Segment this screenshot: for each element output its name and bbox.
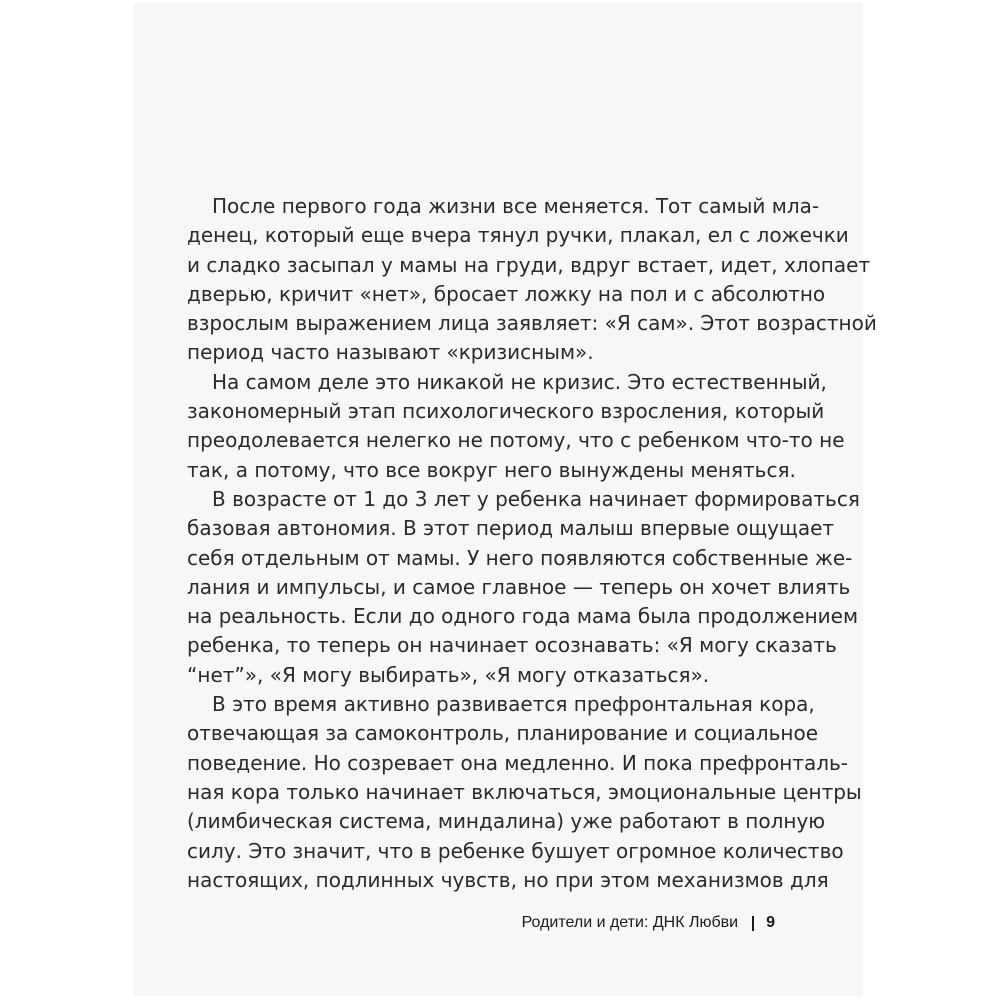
text-line: дверью, кричит «нет», бросает ложку на пол и с абсолютно bbox=[187, 281, 826, 306]
text-line: базовая автономия. В этот период малыш впервые ощущает bbox=[187, 516, 835, 541]
text-line: так, а потому, что все вокруг него вынуждены меняться. bbox=[187, 457, 796, 482]
running-title: Родители и дети: ДНК Любви bbox=[521, 914, 739, 931]
body-text bbox=[187, 192, 877, 895]
text-line: После первого года жизни все меняется. Тот самый мла- bbox=[212, 194, 820, 218]
text-line: силу. Это значит, что в ребенке бушует огромное количество bbox=[187, 838, 844, 863]
text-line: отвечающая за самоконтроль, планирование и социальное bbox=[187, 721, 818, 746]
text-line: В это время активно развивается префронтальная кора, bbox=[212, 692, 815, 717]
text-line: ная кора только начинает включаться, эмоциональные центры bbox=[187, 779, 862, 804]
text-line: и сладко засыпал у мамы на груди, вдруг встает, идет, хлопает bbox=[187, 252, 871, 277]
text-line: ребенка, то теперь он начинает осознавать: «Я могу сказать bbox=[187, 633, 837, 658]
text-line: лания и импульсы, и самое главное — теперь он хочет влиять bbox=[187, 574, 851, 599]
page-number: 9 bbox=[766, 914, 775, 931]
text-line: период часто называют «кризисным». bbox=[187, 340, 594, 365]
text-line: преодолевается нелегко не потому, что с ребенком что-то не bbox=[187, 428, 845, 453]
text-line: В возрасте от 1 до 3 лет у ребенка начинает формироваться bbox=[212, 486, 860, 511]
text-line: поведение. Но созревает она медленно. И пока префронталь- bbox=[187, 750, 849, 775]
text-line: (лимбическая система, миндалина) уже работают в полную bbox=[187, 809, 826, 834]
text-line: “нет”», «Я могу выбирать», «Я могу отказаться». bbox=[187, 662, 710, 687]
text-line: закономерный этап психологического взросления, который bbox=[187, 399, 825, 424]
text-line: настоящих, подлинных чувств, но при этом механизмов для bbox=[187, 867, 829, 892]
text-line: на реальность. Если до одного года мама была продолжением bbox=[187, 604, 859, 629]
page-footer bbox=[522, 914, 775, 932]
text-line: денец, который еще вчера тянул ручки, плакал, ел с ложечки bbox=[187, 223, 849, 248]
text-line: На самом деле это никакой не кризис. Это естественный, bbox=[212, 369, 827, 394]
text-line: себя отдельным от мамы. У него появляются собственные же- bbox=[187, 545, 853, 570]
footer-divider bbox=[752, 916, 754, 931]
text-line: взрослым выражением лица заявляет: «Я сам». Этот возрастной bbox=[187, 311, 877, 336]
